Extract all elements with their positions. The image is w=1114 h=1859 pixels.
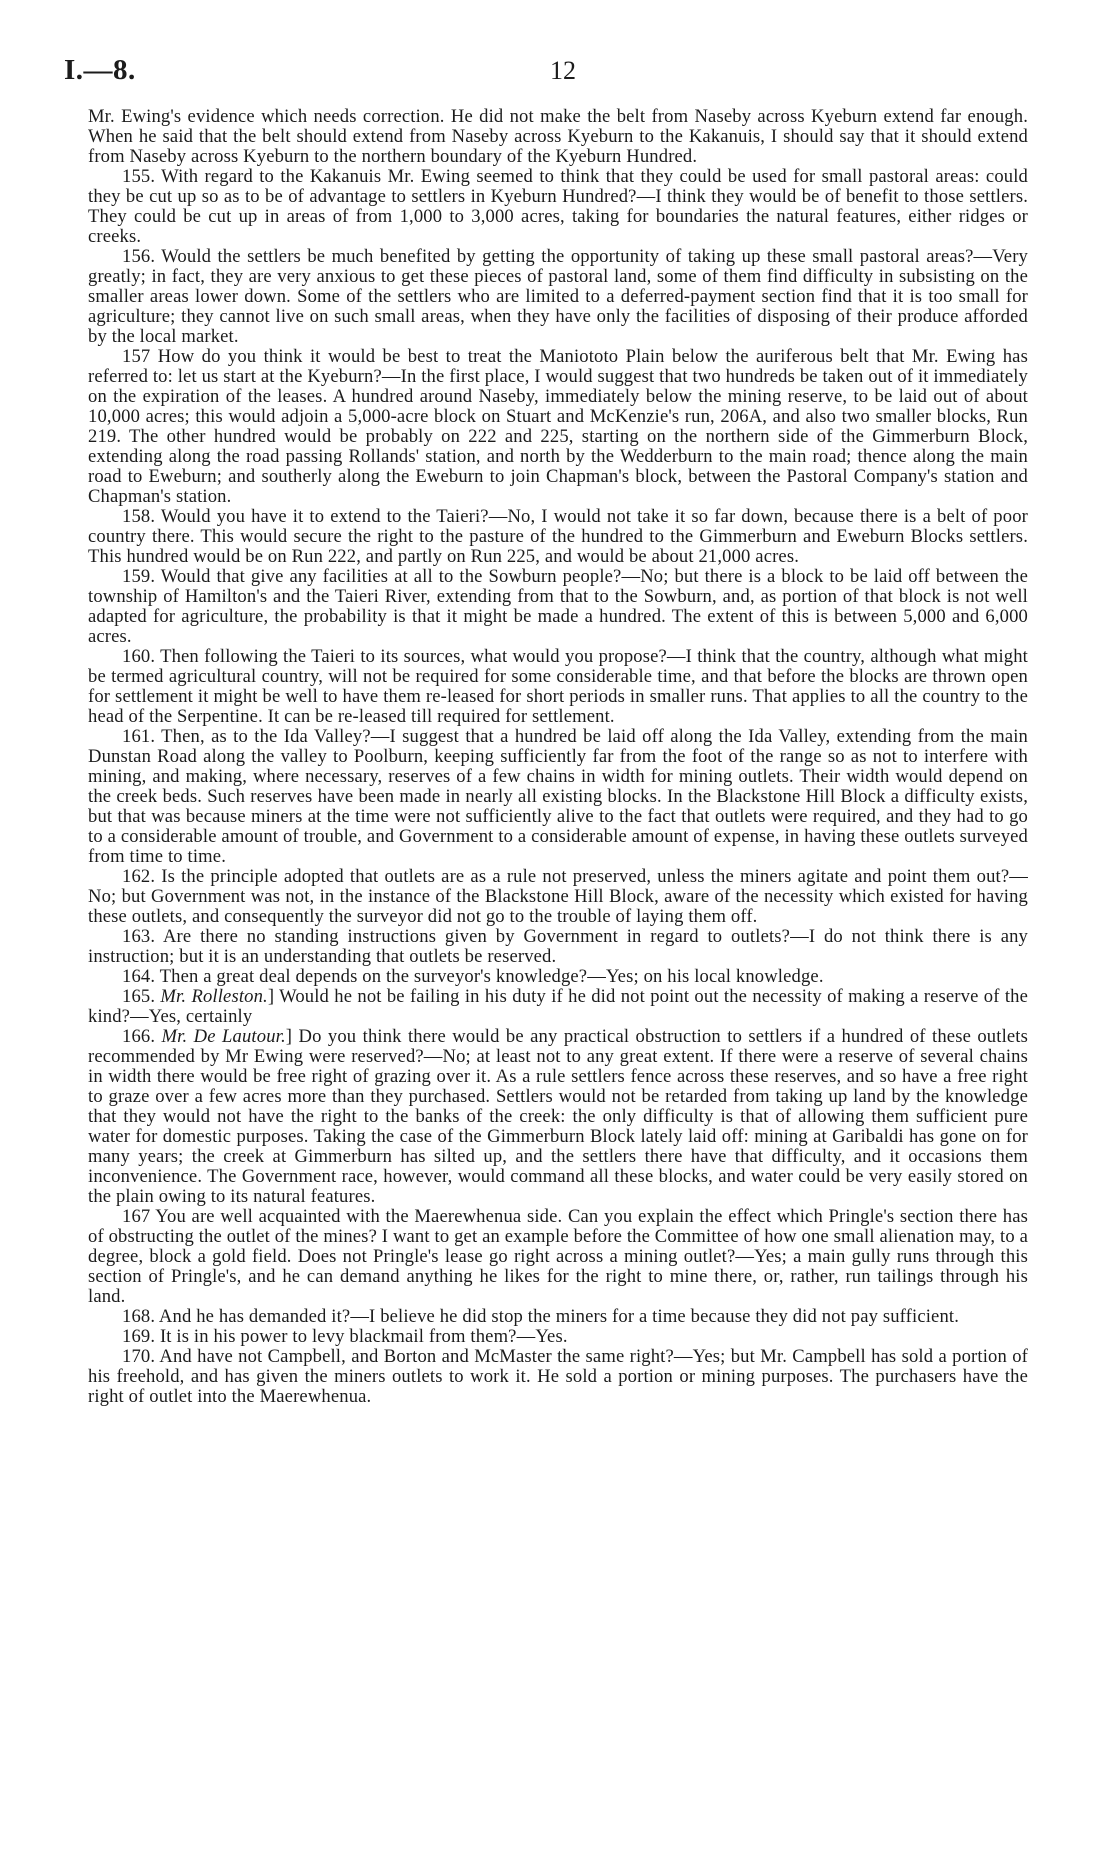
paragraph-text: You are well acquainted with the Maerewhenua side. Can you explain the effect which Pringle's section there has of obstructing the outlet of the mines? I want to get an example before the Committee of how one small alienation may, to a degree, block a gold field. Does not Pringle's lease go right across a mining outlet?—Yes; a main gully runs through this section of Pringle's, and he can demand anything he likes for the right to mine there, or, rather, run tailings through his land. bbox=[88, 1206, 1028, 1307]
page-header bbox=[60, 54, 1040, 94]
paragraph-number: 161. bbox=[122, 726, 156, 747]
paragraph-number: 157 bbox=[122, 346, 151, 367]
paragraph-text: And he has demanded it?—I believe he did stop the miners for a time because they did not pay sufficient. bbox=[158, 1306, 960, 1327]
paragraph-text: Would that give any facilities at all to the Sowburn people?—No; but there is a block to be laid off between the township of Hamilton's and the Taieri River, extending from that to the Sowburn, and, as portion of that block is not well adapted for agriculture, the probability is that it might be made a hundred. The extent of this is between 5,000 and 6,000 acres. bbox=[88, 566, 1029, 647]
paragraph-text: And have not Campbell, and Borton and McMaster the same right?—Yes; but Mr. Campbell has sold a portion of his freehold, and has given the miners outlets to work it. He sold a portion or mining purposes. The purchasers have the right of outlet into the Maerewhenua. bbox=[88, 1346, 1028, 1407]
paragraph-text: Would the settlers be much benefited by getting the opportunity of taking up these small pastoral areas?—Very greatly; in fact, they are very anxious to get these pieces of pastoral land, some of them find difficulty in subsisting on the smaller areas lower down. Some of the settlers who are limited to a deferred-payment section find that it is too small for agriculture; they cannot live on such small areas, when they have only the facilities of disposing of their produce afforded by the local market. bbox=[88, 246, 1028, 347]
paragraph-number: 170. bbox=[122, 1346, 156, 1367]
paragraph-text: Would he not be failing in his duty if he did not point out the necessity of making a reserve of the kind?—Yes, certainly bbox=[88, 986, 1028, 1027]
paragraph-text: Do you think there would be any practical obstruction to settlers if a hundred of these outlets recommended by Mr Ewing were reserved?—No; at least not to any great extent. If there were a reserve of several chains in width there would be free right of grazing over it. As a rule settlers fence across these reserves, and so have a free right to graze over a few acres more than they purchased. Settlers would not be retarded from taking up land by the knowledge that they would not have the right to the banks of the creek: the only difficulty is that of allowing them sufficient pure water for domestic purposes. Taking the case of the Gimmerburn Block lately laid off: mining at Garibaldi has gone on for many years; the creek at Gimmerburn has silted up, and the settlers there have that difficulty, and it occasions them inconvenience. The Government race, however, would command all these blocks, and water could be very easily stored on the plain owing to its natural features. bbox=[88, 1026, 1028, 1207]
paragraph-165: 165. Mr. Rolleston.] Would he not be failing in his duty if he did not point out the necessity of making a reserve of the kind?—Yes, certainly bbox=[88, 986, 1028, 1027]
body-text bbox=[88, 107, 1028, 1407]
document-reference: I.—8. bbox=[64, 54, 136, 86]
paragraph-166: 166. Mr. De Lautour.] Do you think there would be any practical obstruction to settlers if a hundred of these outlets recommended by Mr Ewing were reserved?—No; at least not to any great extent. If there were a reserve of several chains in width there would be free right of grazing over it. As a rule settlers fence across these reserves, and so have a free right to graze over a few acres more than they purchased. Settlers would not be retarded from taking up land by the knowledge that they would not have the right to the banks of the creek: the only difficulty is that of allowing them sufficient pure water for domestic purposes. Taking the case of the Gimmerburn Block lately laid off: mining at Garibaldi has gone on for many years; the creek at Gimmerburn has silted up, and the settlers there have that difficulty, and it occasions them inconvenience. The Government race, however, would command all these blocks, and water could be very easily stored on the plain owing to its natural features. bbox=[88, 1026, 1028, 1207]
paragraph-number: 159. bbox=[122, 566, 156, 587]
paragraph-number: 168. bbox=[122, 1306, 156, 1327]
paragraph-number: 158. bbox=[122, 506, 156, 527]
paragraph-163 bbox=[88, 927, 1028, 967]
paragraph-number: 169. bbox=[122, 1326, 156, 1347]
paragraph-text: Is the principle adopted that outlets are as a rule not preserved, unless the miners agitate and point them out?—No; but Government was not, in the instance of the Blackstone Hill Block, aware of the necessity which existed for having these outlets, and consequently the surveyor did not go to the trouble of laying them off. bbox=[88, 866, 1028, 927]
paragraph-158 bbox=[88, 507, 1028, 567]
paragraph-170 bbox=[88, 1347, 1028, 1407]
paragraph-number: 167 bbox=[122, 1206, 151, 1227]
paragraph-text: Mr. Ewing's evidence which needs correction. He did not make the belt from Naseby across Kyeburn extend far enough. When he said that the belt should extend from Naseby across Kyeburn to the Kakanuis, I should say that it should extend from Naseby across Kyeburn to the northern boundary of the Kyeburn Hundred. bbox=[88, 106, 1028, 167]
paragraph-number: 160. bbox=[122, 646, 156, 667]
paragraph-164 bbox=[88, 967, 1028, 987]
paragraph-text: Are there no standing instructions given by Government in regard to outlets?—I do not think there is any instruction; but it is an understanding that outlets be reserved. bbox=[88, 926, 1028, 967]
paragraph-number: 155. bbox=[122, 166, 156, 187]
paragraph-168 bbox=[88, 1307, 1028, 1327]
paragraph-text: With regard to the Kakanuis Mr. Ewing seemed to think that they could be used for small pastoral areas: could they be cut up so as to be of advantage to settlers in Kyeburn Hundred?—I think they would be of benefit to those settlers. They could be cut up in areas of from 1,000 to 3,000 acres, taking for boundaries the natural features, either ridges or creeks. bbox=[88, 166, 1028, 247]
paragraph-167 bbox=[88, 1207, 1028, 1307]
paragraph-text: Then, as to the Ida Valley?—I suggest that a hundred be laid off along the Ida Valley, extending from the main Dunstan Road along the valley to Poolburn, keeping sufficiently far from the foot of the range so as not to interfere with mining, and making, where necessary, reserves of a few chains in width for mining outlets. Their width would depend on the creek beds. Such reserves have been made in nearly all existing blocks. In the Blackstone Hill Block a difficulty exists, but that was because miners at the time were not sufficiently alive to the fact that outlets were required, and they had to go to a considerable amount of trouble, and Government to a considerable amount of expense, in having these outlets surveyed from time to time. bbox=[88, 726, 1028, 867]
page-number: 12 bbox=[550, 56, 576, 85]
paragraph-159 bbox=[88, 567, 1028, 647]
paragraph-161 bbox=[88, 727, 1028, 867]
paragraph-157 bbox=[88, 347, 1028, 507]
paragraph-162 bbox=[88, 867, 1028, 927]
paragraph-number: 164. bbox=[122, 966, 156, 987]
paragraph-number: 166. bbox=[122, 1026, 156, 1047]
paragraph-169 bbox=[88, 1327, 1028, 1347]
paragraph-155 bbox=[88, 167, 1028, 247]
paragraph-number: 156. bbox=[122, 246, 156, 267]
paragraph-text: Then following the Taieri to its sources, what would you propose?—I think that the country, although what might be termed agricultural country, will not be required for some considerable time, and that before the blocks are thrown open for settlement it might be well to have them re-leased for short periods in smaller runs. That applies to all the country to the head of the Serpentine. It can be re-leased till required for settlement. bbox=[88, 646, 1028, 727]
paragraph-number: 163. bbox=[122, 926, 156, 947]
paragraph-156 bbox=[88, 247, 1028, 347]
paragraph-text: Would you have it to extend to the Taieri?—No, I would not take it so far down, because there is a belt of poor country there. This would secure the right to the pasture of the hundred to the Gimmerburn and Eweburn Blocks settlers. This hundred would be on Run 222, and partly on Run 225, and would be about 21,000 acres. bbox=[88, 506, 1028, 567]
speaker-name: Mr. De Lautour. bbox=[161, 1026, 286, 1047]
paragraph-number: 162. bbox=[122, 866, 156, 887]
paragraph-text: How do you think it would be best to treat the Maniototo Plain below the auriferous belt that Mr. Ewing has referred to: let us start at the Kyeburn?—In the first place, I would suggest that two hundreds be taken out of it immediately on the expiration of the leases. A hundred around Naseby, immediately below the mining reserve, to be laid out of about 10,000 acres; this would adjoin a 5,000-acre block on Stuart and McKenzie's run, 206A, and also two smaller blocks, Run 219. The other hundred would be probably on 222 and 225, starting on the northern side of the Gimmerburn Block, extending along the road passing Rollands' station, and north by the Wedderburn to the main road; thence along the main road to Eweburn; and southerly along the Eweburn to join Chapman's block, between the Pastoral Company's station and Chapman's station. bbox=[88, 346, 1028, 507]
paragraph-text: It is in his power to levy blackmail from them?—Yes. bbox=[159, 1326, 568, 1347]
paragraph-number: 165. bbox=[122, 986, 156, 1007]
paragraph-continued bbox=[88, 107, 1028, 167]
paragraph-text: Then a great deal depends on the surveyor's knowledge?—Yes; on his local knowledge. bbox=[159, 966, 824, 987]
speaker-name: Mr. Rolleston. bbox=[160, 986, 268, 1007]
paragraph-160 bbox=[88, 647, 1028, 727]
